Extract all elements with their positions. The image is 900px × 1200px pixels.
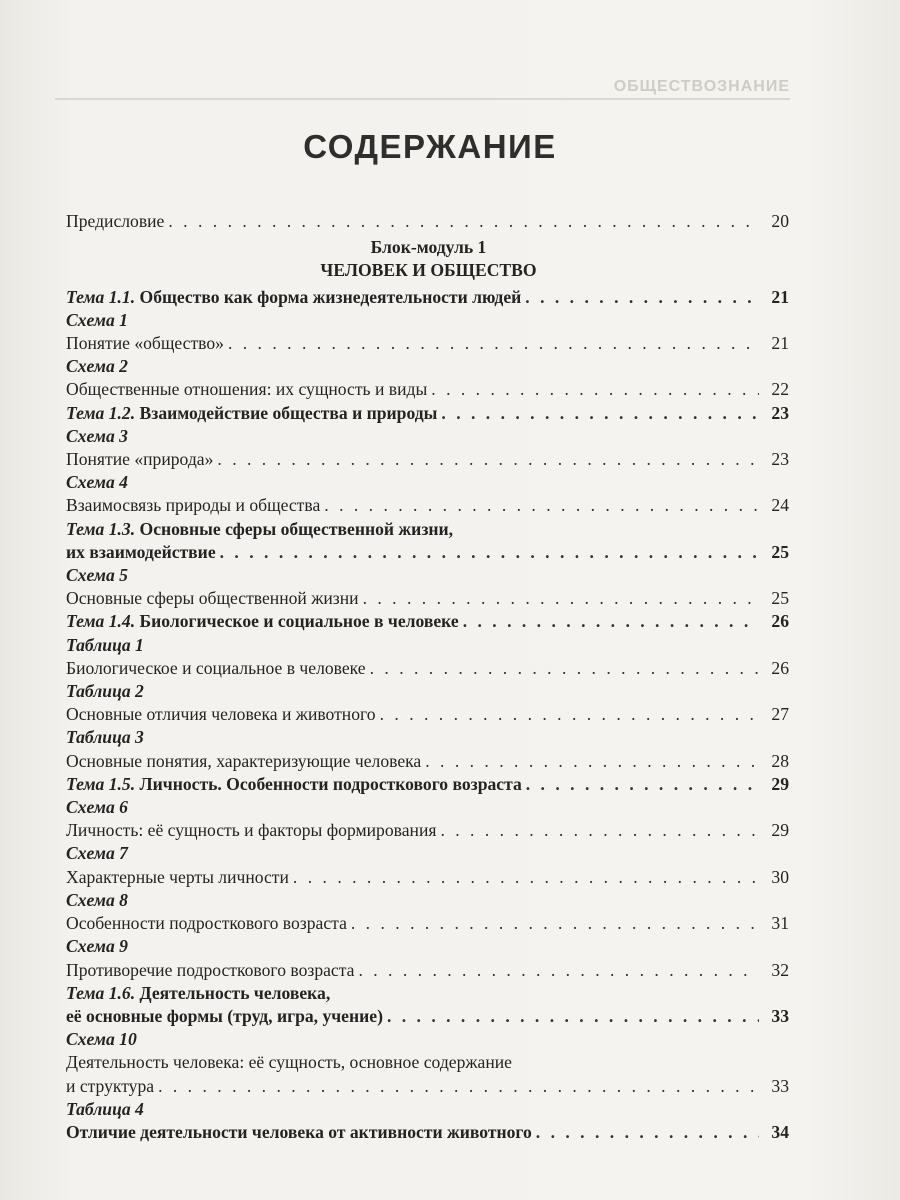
- leader-dots: [431, 378, 759, 401]
- leader-dots: [525, 286, 759, 309]
- toc-entry-table-1[interactable]: [66, 657, 791, 680]
- leader-dots: [387, 1005, 759, 1028]
- toc-entry-text: Отличие деятельности человека от активности животного: [66, 1121, 532, 1142]
- page-number: 29: [771, 773, 789, 794]
- page-number: 34: [771, 1121, 789, 1142]
- topic-title: Деятельность человека,: [139, 982, 331, 1003]
- topic-label: Тема 1.2.: [66, 402, 136, 423]
- toc-entry-scheme-6[interactable]: [66, 819, 791, 842]
- leader-dots: [228, 332, 759, 355]
- toc-entry-scheme-4[interactable]: [66, 494, 791, 517]
- leader-dots: [440, 819, 759, 842]
- leader-dots: [526, 773, 759, 796]
- page-number: 24: [771, 495, 789, 516]
- scheme-label: Схема 2: [66, 356, 128, 377]
- leader-dots: [363, 587, 759, 610]
- toc-entry-text: Противоречие подросткового возраста: [66, 959, 355, 980]
- page-number: 26: [771, 611, 789, 632]
- leader-dots: [217, 448, 759, 471]
- table-label: Таблица 1: [66, 634, 144, 655]
- leader-dots: [351, 912, 759, 935]
- page-number: 30: [771, 866, 789, 887]
- toc-entry-text: Личность: её сущность и факторы формирования: [66, 820, 437, 841]
- block-module-title: ЧЕЛОВЕК И ОБЩЕСТВО: [320, 260, 537, 281]
- leader-dots: [220, 541, 759, 564]
- topic-label: Тема 1.6.: [66, 982, 136, 1003]
- toc-entry-text: Основные отличия человека и животного: [66, 704, 376, 725]
- topic-title-continued: её основные формы (труд, игра, учение): [66, 1005, 383, 1026]
- scheme-label: Схема 5: [66, 565, 128, 586]
- toc-entry-topic-1-6-line1[interactable]: [66, 982, 791, 1005]
- toc-entry-table-4[interactable]: [66, 1121, 791, 1144]
- page-number: 29: [771, 820, 789, 841]
- topic-title: Личность. Особенности подросткового возраста: [139, 773, 522, 794]
- table-label: Таблица 2: [66, 681, 144, 702]
- topic-label: Тема 1.1.: [66, 286, 136, 307]
- page-number: 31: [771, 913, 789, 934]
- page-title: СОДЕРЖАНИЕ: [303, 128, 557, 165]
- page-number: 33: [771, 1005, 789, 1026]
- scheme-label: Схема 9: [66, 936, 128, 957]
- toc-entry-text: Понятие «общество»: [66, 333, 224, 354]
- page-number: 22: [771, 379, 789, 400]
- ghost-header-text: ОБЩЕСТВОЗНАНИЕ: [613, 78, 790, 95]
- toc-entry-scheme-3[interactable]: [66, 448, 791, 471]
- page-number: 33: [771, 1075, 789, 1096]
- scheme-label: Схема 4: [66, 472, 128, 493]
- topic-label: Тема 1.4.: [66, 611, 136, 632]
- toc-entry-table-2[interactable]: [66, 703, 791, 726]
- toc-entry-scheme-2[interactable]: [66, 378, 791, 401]
- toc-entry-scheme-8[interactable]: [66, 912, 791, 935]
- page-number: 21: [771, 286, 789, 307]
- leader-dots: [358, 959, 759, 982]
- scheme-label: Схема 6: [66, 797, 128, 818]
- leader-dots: [380, 703, 759, 726]
- toc-entry-scheme-9[interactable]: [66, 959, 791, 982]
- toc-entry-topic-1-3-line2[interactable]: [66, 541, 791, 564]
- bleed-through-header: [55, 78, 790, 100]
- toc-entry-scheme-10-line1[interactable]: Деятельность человека: её сущность, основное содержание: [66, 1052, 512, 1073]
- toc-entry-text: Основные понятия, характеризующие человека: [66, 750, 422, 771]
- toc-entry-text: и структура: [66, 1075, 155, 1096]
- scheme-label: Схема 8: [66, 889, 128, 910]
- page-number: 27: [771, 704, 789, 725]
- page-number: 23: [771, 449, 789, 470]
- toc-entry-topic-1-4[interactable]: [66, 610, 791, 633]
- scheme-label: Схема 1: [66, 309, 128, 330]
- table-of-contents: [66, 210, 791, 1144]
- toc-entry-topic-1-1[interactable]: [66, 286, 791, 309]
- toc-entry-scheme-5[interactable]: [66, 587, 791, 610]
- page-number: 23: [771, 402, 789, 423]
- page-number: 26: [771, 657, 789, 678]
- topic-title: Биологическое и социальное в человеке: [139, 611, 459, 632]
- table-label: Таблица 3: [66, 727, 144, 748]
- toc-entry-text: Взаимосвязь природы и общества: [66, 495, 321, 516]
- topic-title: Взаимодействие общества и природы: [139, 402, 438, 423]
- topic-title: Основные сферы общественной жизни,: [139, 518, 454, 539]
- toc-entry-scheme-7[interactable]: [66, 866, 791, 889]
- leader-dots: [324, 494, 759, 517]
- leader-dots: [158, 1075, 759, 1098]
- toc-entry-topic-1-5[interactable]: [66, 773, 791, 796]
- toc-entry-text: Основные сферы общественной жизни: [66, 588, 359, 609]
- toc-entry-table-3[interactable]: [66, 750, 791, 773]
- block-module-label: Блок-модуль 1: [370, 237, 487, 258]
- page-number: 28: [771, 750, 789, 771]
- table-label: Таблица 4: [66, 1098, 144, 1119]
- page-number: 25: [771, 541, 789, 562]
- page-number: 21: [771, 333, 789, 354]
- scheme-label: Схема 7: [66, 843, 128, 864]
- leader-dots: [370, 657, 759, 680]
- toc-entry-topic-1-6-line2[interactable]: [66, 1005, 791, 1028]
- toc-entry-text: Понятие «природа»: [66, 449, 214, 470]
- toc-entry-topic-1-3-line1[interactable]: [66, 518, 791, 541]
- toc-entry-text: Общественные отношения: их сущность и виды: [66, 379, 428, 400]
- scheme-label: Схема 3: [66, 425, 128, 446]
- leader-dots: [168, 210, 759, 233]
- leader-dots: [425, 750, 759, 773]
- toc-entry-text: Особенности подросткового возраста: [66, 913, 347, 934]
- scheme-label: Схема 10: [66, 1029, 137, 1050]
- page-number: 25: [771, 588, 789, 609]
- toc-entry-scheme-10-line2[interactable]: [66, 1075, 791, 1098]
- toc-entry-scheme-1[interactable]: [66, 332, 791, 355]
- toc-entry-text: Предисловие: [66, 211, 165, 231]
- topic-title-continued: их взаимодействие: [66, 541, 216, 562]
- toc-entry-text: Характерные черты личности: [66, 866, 289, 887]
- topic-label: Тема 1.5.: [66, 773, 136, 794]
- topic-label: Тема 1.3.: [66, 518, 136, 539]
- leader-dots: [441, 402, 759, 425]
- leader-dots: [463, 610, 759, 633]
- toc-entry-topic-1-2[interactable]: [66, 402, 791, 425]
- leader-dots: [536, 1121, 759, 1144]
- page-number: 32: [771, 959, 789, 980]
- leader-dots: [293, 866, 759, 889]
- toc-entry-text: Биологическое и социальное в человеке: [66, 657, 366, 678]
- page-number: 20: [771, 211, 789, 231]
- toc-entry-preface[interactable]: [66, 210, 791, 233]
- topic-title: Общество как форма жизнедеятельности людей: [139, 286, 522, 307]
